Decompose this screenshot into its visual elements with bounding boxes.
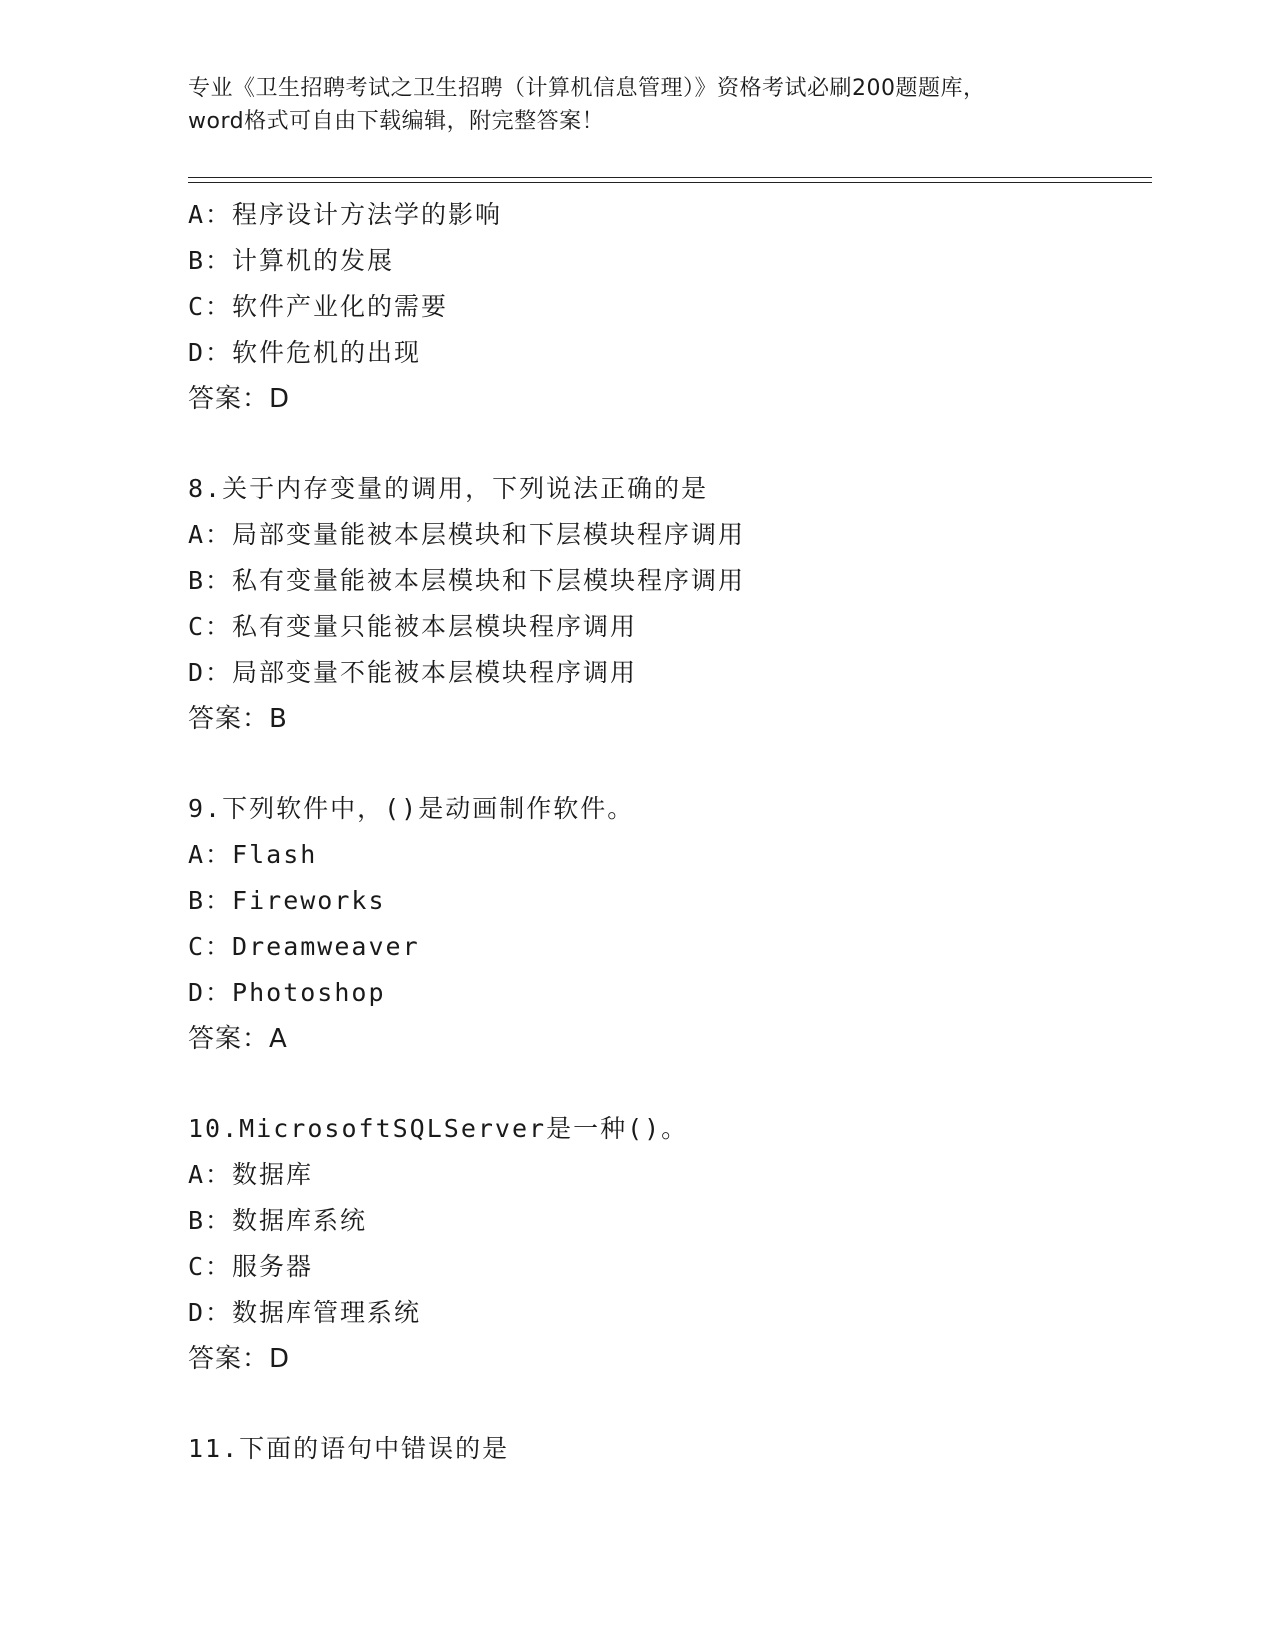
option-c: C：服务器 xyxy=(188,1252,314,1281)
option-c: C：软件产业化的需要 xyxy=(188,292,449,321)
option-d: D：Photoshop xyxy=(188,978,386,1007)
answer: 答案：A xyxy=(188,1024,288,1054)
header-line-1: 专业《卫生招聘考试之卫生招聘（计算机信息管理）》资格考试必刷200题题库， xyxy=(188,76,986,101)
option-a: A：数据库 xyxy=(188,1160,314,1189)
header-divider-top xyxy=(188,177,1152,178)
option-d: D：局部变量不能被本层模块程序调用 xyxy=(188,658,638,687)
option-b: B：Fireworks xyxy=(188,886,386,915)
question-9 xyxy=(188,786,1148,1062)
answer: 答案：D xyxy=(188,384,291,414)
question-10 xyxy=(188,1106,1148,1382)
option-b: B：数据库系统 xyxy=(188,1206,368,1235)
option-b: B：私有变量能被本层模块和下层模块程序调用 xyxy=(188,566,746,595)
answer: 答案：B xyxy=(188,704,288,734)
question-text: 8.关于内存变量的调用，下列说法正确的是 xyxy=(188,474,709,503)
question-11 xyxy=(188,1426,1148,1472)
answer: 答案：D xyxy=(188,1344,291,1374)
header-line-2: word格式可自由下载编辑，附完整答案！ xyxy=(188,109,605,134)
option-c: C：私有变量只能被本层模块程序调用 xyxy=(188,612,638,641)
document-header xyxy=(188,72,1088,138)
option-a: A：Flash xyxy=(188,840,318,869)
question-7 xyxy=(188,192,1148,422)
question-8 xyxy=(188,466,1148,742)
question-list xyxy=(188,192,1148,1472)
question-text: 11.下面的语句中错误的是 xyxy=(188,1434,510,1463)
option-d: D：软件危机的出现 xyxy=(188,338,422,367)
option-a: A：局部变量能被本层模块和下层模块程序调用 xyxy=(188,520,746,549)
option-a: A：程序设计方法学的影响 xyxy=(188,200,503,229)
header-divider-bottom xyxy=(188,182,1152,183)
question-text: 10.MicrosoftSQLServer是一种()。 xyxy=(188,1114,689,1143)
option-d: D：数据库管理系统 xyxy=(188,1298,422,1327)
option-c: C：Dreamweaver xyxy=(188,932,420,961)
option-b: B：计算机的发展 xyxy=(188,246,395,275)
question-text: 9.下列软件中，()是动画制作软件。 xyxy=(188,794,635,823)
